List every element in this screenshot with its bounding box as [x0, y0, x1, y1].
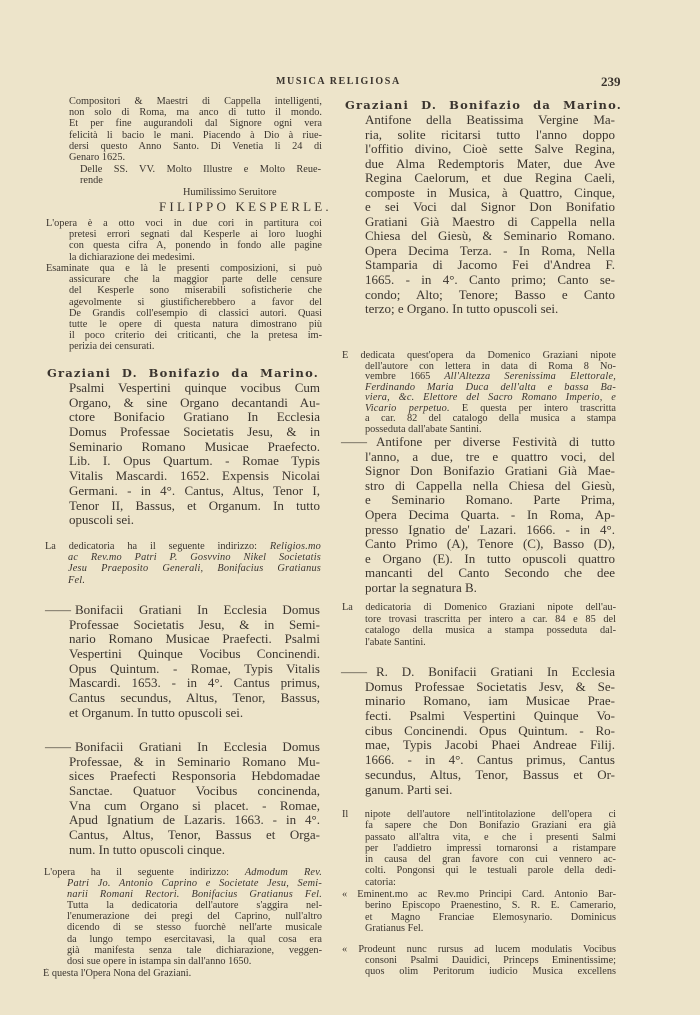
text-line: secundus, Altus, Tenor, Bassus et Or- — [365, 767, 615, 782]
entry-dash: —— — [341, 664, 367, 679]
text-line: terzo; e Organo. In tutto opuscoli sei. — [365, 302, 559, 317]
text-line: agevolmente si giustificherebbero a favor del — [69, 296, 322, 308]
text-line: Opera Decima Quarta. - In Roma, Ap- — [365, 507, 615, 522]
text-line — [44, 867, 322, 878]
text-line: Seminario Romano Musicae Praefecto. — [69, 439, 320, 454]
text-line: con questa cifra A, ponendo in fondo alle pagine — [69, 240, 322, 252]
text-line: due Alma Redemptoris Mater, due Ave — [365, 156, 615, 171]
italic-text: viera, &c. Elettore del Sacro Romano Imperio, e — [365, 393, 616, 403]
text-line: la dichiarazione dei medesimi. — [69, 251, 195, 263]
entry-opus-quintum-text — [69, 603, 320, 721]
text-line: Apud Ignatium de Lazaris. 1663. - in 4°. — [69, 813, 320, 828]
letter-signature: FILIPPO KESPERLE. — [159, 199, 332, 214]
entry-rd-bonifacii-text — [365, 665, 615, 797]
page-number: 239 — [601, 74, 621, 89]
text-line: fecti. Psalmi Vespertini Quinque Vo- — [365, 709, 615, 724]
text-line: tore trovasi trascritta per intero a car. 84 e 85 del — [365, 613, 616, 625]
text-line: È dedicata quest'opera da Domenico Graziani nipote — [342, 351, 616, 361]
text-line: mancanti del Canto Secondo che dee — [365, 566, 615, 581]
entry-dash: —— — [341, 434, 367, 449]
text-line: Antifone per diverse Festività di tutto — [376, 435, 615, 449]
text-line: stro di Cappella nella Chiesa del Giesù, — [365, 478, 615, 493]
text-line — [44, 878, 322, 889]
text-line: in causa del gran favore con cui vennero ac- — [365, 854, 616, 866]
text-line: Organo, & sine Organo decantandi Au- — [69, 395, 320, 410]
text-line: per l'addietro impressi tornaronsi a ristampare — [365, 842, 616, 854]
text-line: Esaminate qua e là le presenti composizioni, si può — [46, 263, 322, 274]
text-line: num. In tutto opuscoli cinque. — [69, 842, 225, 857]
text-line: cibus Concinendi. Opus Quintum. - Ro- — [365, 723, 615, 738]
text-line: a car. 82 del catalogo della musica a stampa — [365, 414, 616, 424]
note-opera-otto-voci — [46, 218, 322, 263]
text-line: Compositori & Maestri di Cappella intelligenti, — [69, 96, 322, 107]
text-line: berino Episcopo Praenestino, S. R. E. Camerario, — [365, 900, 616, 912]
text-line: catalogo della musica a stampa posseduta dal- — [365, 625, 616, 637]
text-line: Professae, & in Seminario Romano Mu- — [69, 754, 320, 769]
text-line: dersi questo Anno Santo. Di Venetia li 24 di — [69, 140, 322, 152]
running-title: MUSICA RELIGIOSA — [276, 76, 401, 87]
text-line: Psalmi Vespertini quinque vocibus Cum — [69, 381, 320, 395]
text-line: Regina Caelorum, et due Regina Caeli, — [365, 171, 615, 186]
letter-salutation — [80, 164, 321, 186]
roman-text: vembre 1665 — [365, 372, 445, 382]
text-line: ganum. Parti sei. — [365, 782, 453, 797]
italic-text: Ferdinando Maria Duca dell'alta e bassa Ba- — [365, 382, 616, 393]
text-line: tutte le opere di questa natura dimostrano più — [69, 318, 322, 330]
text-line: colti. Pongonsi qui le testuali parole della dedi- — [365, 865, 616, 877]
text-line: minario Romano, iam Musicae Prae- — [365, 694, 615, 709]
note-caprino — [44, 867, 322, 967]
text-line: Signor Don Bonifazio Gratiani Già Mae- — [365, 464, 615, 479]
quote-prodeunt — [342, 944, 616, 978]
entry-psalmi-vespertini — [69, 381, 320, 528]
text-line: dell'autore con lettera in data di Roma 8 No- — [365, 361, 616, 372]
text-line: ctore Bonifacio Gratiano In Ecclesia — [69, 410, 320, 425]
text-line: Domus Professae Societatis Jesu, & in — [69, 425, 320, 440]
text-line: 1665. - in 4°. Canto primo; Canto se- — [365, 273, 615, 288]
text-line: l'abate Santini. — [365, 637, 426, 649]
text-line: Delle SS. VV. Molto Illustre e Molto Reue- — [80, 164, 321, 175]
text-line: Cantus, Altus, Tenor, Bassus et Orga- — [69, 828, 320, 843]
roman-text: L'opera ha il seguente indirizzo: — [44, 867, 245, 878]
text-line: 1666. - in 4°. Cantus primus, Cantus — [365, 753, 615, 768]
text-line: perizia dei censurati. — [69, 341, 155, 353]
text-line — [342, 404, 616, 415]
text-line: e sei Voci dal Signor Don Bonifatio — [365, 200, 615, 215]
note-opera-nona — [43, 968, 321, 979]
text-line: Lib. I. Opus Quartum. - Romae Typis — [69, 454, 320, 469]
text-line: consoni Psalmi Dauidici, Princeps Eminentissime; — [365, 955, 616, 967]
text-line: pretesi errori segnati dal Kesperle ai loro luoghi — [69, 229, 322, 241]
text-line: Gratianus Fel. — [365, 922, 424, 934]
italic-text: Fel. — [68, 574, 86, 586]
text-line: l'anno, a due, tre e quattro voci, del — [365, 449, 615, 464]
italic-text: Jesu Praeposito Generali, Bonifacius Gratianus — [68, 563, 321, 575]
entry-dash: —— — [45, 602, 71, 617]
text-line: Gratiani Già Maestro di Cappella nella — [365, 214, 615, 229]
entry-antifone-beatissima — [365, 113, 615, 317]
text-line: l'enumerazione dei pregi del Caprino, null'altro — [67, 911, 322, 923]
text-line: Chiesa del Giesù, & Seminario Romano. — [365, 229, 615, 244]
text-line: Tutta la dedicatoria dell'autore s'aggira nel- — [67, 900, 322, 912]
text-line: Opera Decima Terza. - In Roma, Nella — [365, 243, 615, 258]
text-line: Et per fine augurandoli dal Signore ogni vera — [69, 118, 322, 130]
text-line: catoria: — [365, 876, 396, 888]
text-line: Stamparia di Jacomo Fei d'Andrea F. — [365, 258, 615, 273]
text-line: fa sapere che Don Bonifazio Graziani era già — [365, 820, 616, 832]
text-line — [45, 563, 321, 574]
text-line: Germani. - in 4°. Cantus, Altus, Tenor I, — [69, 483, 320, 498]
text-line — [342, 393, 616, 404]
text-line: il poco criterio dei criticanti, che la pretesa im- — [69, 330, 322, 342]
text-line: sices Praefecti Responsoria Hebdomadae — [69, 769, 320, 784]
entry-responsoria — [45, 739, 320, 858]
text-line: et Magno Franciae Elemosynario. Dominicus — [365, 911, 616, 923]
text-line: presso Ignatio de' Lazari. 1666. - in 4°. — [365, 522, 615, 537]
italic-text: narii Romani Rectori. Bonifacius Gratianus Fel. — [67, 889, 322, 901]
entry-antifone-festivita — [341, 434, 615, 596]
roman-text: È questa per intero trascritta — [449, 403, 616, 414]
text-line: Canto Primo (A), Tenore (C), Basso (D), — [365, 537, 615, 552]
text-line: Vna cum Organo si placet. - Romae, — [69, 798, 320, 813]
note-dedicata — [342, 351, 616, 435]
text-line: quos olim Peritorum iudicio Musica excellens — [365, 966, 616, 978]
text-line: portar la segnatura B. — [365, 580, 477, 595]
text-line: Bonifacii Gratiani In Ecclesia Domus — [75, 740, 320, 754]
text-line: già manifesta senza tale dichiarazione, veggen- — [67, 944, 322, 956]
text-line: et Organum. In tutto opuscoli sei. — [69, 705, 244, 720]
text-line: non solo di Roma, ma anco di tutto il mondo. — [69, 107, 322, 119]
italic-text: Patri Jo. Antonio Caprino e Societate Jesu, Semi- — [67, 878, 322, 890]
text-line — [45, 541, 321, 552]
text-line: Vespertini Quinque Vocibus Concinendi. — [69, 647, 320, 662]
text-line: « Eminent.mo ac Rev.mo Principi Card. Antonio Bar- — [342, 889, 616, 900]
text-line: del Kesperle sono miserabili sofisticherie che — [69, 285, 322, 297]
note-esaminate — [46, 263, 322, 353]
italic-text: ac Rev.mo Patri P. Gosvvino Nikel Societatis — [68, 552, 321, 564]
text-line: condo; Alto; Tenore; Basso e Canto — [365, 287, 615, 302]
roman-text: La dedicatoria ha il seguente indirizzo: — [45, 541, 270, 552]
entry-heading-graziani-right: Graziani D. Bonifazio da Marino. — [345, 98, 622, 112]
text-line: È questa l'Opera Nona del Graziani. — [43, 968, 192, 979]
italic-text: Religios.mo — [269, 541, 321, 552]
text-line: posseduta dall'abate Santini. — [365, 424, 482, 435]
text-line: Vitalis Mascardi. 1652. Expensis Nicolai — [69, 469, 320, 484]
entry-opus-quintum — [45, 602, 320, 721]
text-line: Bonifacii Gratiani In Ecclesia Domus — [75, 603, 320, 617]
text-line: da lungo tempo esercitavasi, la qual cosa era — [67, 933, 322, 945]
italic-text: Admodum Rev. — [244, 867, 322, 878]
text-line: l'offitio divino, Cioè sette Salve Regina, — [365, 142, 615, 157]
letter-servant-line: Humilissimo Seruitore — [183, 187, 277, 198]
text-line: Il nipote dell'autore nell'intitolazione dell'opera ci — [342, 809, 616, 820]
note-intitolazione — [342, 809, 616, 888]
text-line — [44, 889, 322, 900]
entry-responsoria-text — [69, 740, 320, 858]
text-line — [45, 575, 321, 586]
text-line: mae, Typis Jacobi Phaei Andreae Filij. — [365, 738, 615, 753]
text-line: e Seminario Romano. Parte Prima, — [365, 493, 615, 508]
text-line — [342, 372, 616, 383]
text-line — [342, 383, 616, 394]
text-line: composte in Musica, à Quattro, Cinque, — [365, 185, 615, 200]
text-line: ria, solite ricitarsi tutto l'anno doppo — [365, 127, 615, 142]
text-line: Sanctae. Quatuor Vocibus concinenda, — [69, 784, 320, 799]
text-line: La dedicatoria di Domenico Graziani nipote dell'au- — [342, 602, 616, 613]
text-line: Antifone della Beatissima Vergine Ma- — [365, 113, 615, 127]
text-line: L'opera è a otto voci in due cori in partitura coi — [46, 218, 322, 229]
text-line: e Organo (E). In tutto opuscoli quattro — [365, 551, 615, 566]
text-line: Genaro 1625. — [69, 151, 126, 163]
text-line: opuscoli sei. — [69, 513, 134, 528]
text-line: nario Romano Musicae Praefecti. Psalmi — [69, 632, 320, 647]
text-line: Tenor II, Bassus, et Organum. In tutto — [69, 498, 320, 513]
text-line — [45, 552, 321, 563]
text-line: rende — [80, 175, 103, 187]
text-line: « Prodeunt nunc rursus ad lucem modulatis Vocibus — [342, 944, 616, 955]
note-nipote-dedicatoria — [342, 602, 616, 649]
text-line: dicendo di se stesso fuorchè nell'arte musicale — [67, 922, 322, 934]
quote-eminent — [342, 889, 616, 934]
text-line: R. D. Bonifacii Gratiani In Ecclesia — [376, 665, 615, 679]
text-line: Mascardi. 1653. - in 4°. Cantus primus, — [69, 676, 320, 691]
text-line: passato all'altra vita, e che i presenti Salmi — [365, 831, 616, 843]
entry-heading-graziani: Graziani D. Bonifazio da Marino. — [47, 366, 319, 380]
text-line: assicurare che la maggior parte delle censure — [69, 274, 322, 286]
letter-closing-paragraph — [69, 96, 322, 163]
text-line: Opus Quintum. - Romae, Typis Vitalis — [69, 661, 320, 676]
entry-antifone-festivita-text — [365, 435, 615, 596]
text-line: Cantus secundus, Altus, Tenor, Bassus, — [69, 691, 320, 706]
italic-text: All'Altezza Serenissima Elettorale, — [444, 372, 616, 382]
entry-dash: —— — [45, 739, 71, 754]
text-line: Professae Societatis Jesu, & in Semi- — [69, 617, 320, 632]
text-line: Domus Professae Societatis Jesv, & Se- — [365, 679, 615, 694]
text-line: dosi sue opere in istampa sin dall'anno 1650. — [67, 955, 252, 967]
text-line: felicità li bacio le mani. Piacendo à Dio à riue- — [69, 129, 322, 141]
italic-text: Vicario perpetuo. — [365, 403, 450, 414]
text-line: De Grandis coll'esempio di classici autori. Quasi — [69, 307, 322, 319]
entry-rd-bonifacii — [341, 664, 615, 797]
note-dedicatoria — [45, 541, 321, 586]
